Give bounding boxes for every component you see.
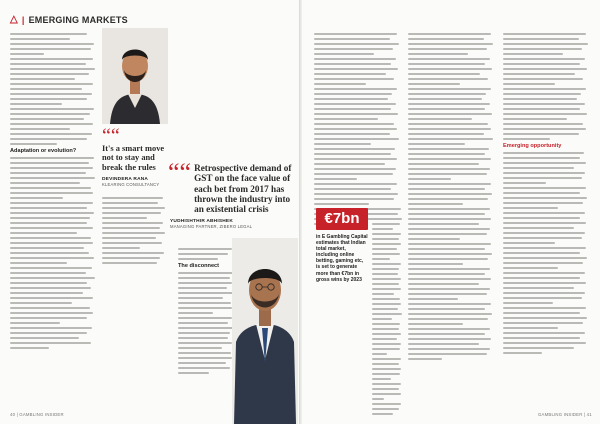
left-column-3-bottom xyxy=(178,248,234,377)
subheading-adaptation: Adaptation or evolution? xyxy=(10,148,77,154)
main-pull-quote xyxy=(168,158,293,230)
left-column-1 xyxy=(10,33,96,352)
section-title: EMERGING MARKETS xyxy=(28,14,128,25)
subheading-emerging-opportunity: Emerging opportunity xyxy=(503,143,562,149)
section-header xyxy=(10,14,128,25)
right-column-3 xyxy=(503,33,589,357)
left-column-2 xyxy=(102,197,166,267)
portrait-photo-rana xyxy=(102,28,168,124)
portrait-photo-abhishek xyxy=(232,238,298,424)
stat-figure: €7bn xyxy=(316,208,368,230)
stat-callout xyxy=(316,208,368,283)
stat-text: in E Gambling Capital estimates that Indian total market, including online betting, gaming etc, is set to generate more than €7bn in gross wins by 2023 xyxy=(316,234,368,283)
main-quote-text: Retrospective demand of GST on the face value of each bet from 2017 has thrown the industry into an existential crisis xyxy=(194,163,292,215)
left-page-footer: 40 | GAMBLING INSIDER xyxy=(10,412,64,417)
pull-quote-text: It's a smart move not to stay and break the rules xyxy=(102,144,165,172)
brand-triangle-icon: △ xyxy=(10,14,18,25)
right-page-footer: GAMBLING INSIDER | 41 xyxy=(538,412,592,417)
pull-quote-role: KLEARING CONSULTANCY xyxy=(102,182,160,188)
subheading-disconnect: The disconnect xyxy=(178,263,220,269)
divider: | xyxy=(21,14,25,25)
pull-quote-rana xyxy=(102,125,174,188)
main-quote-role: MANAGING PARTNER, ZIBERO LEGAL xyxy=(170,224,253,230)
pull-quote-name: DEVINDERA RANA xyxy=(102,177,149,183)
main-quote-name: YUDHISHTHIR ABHISHEK xyxy=(170,219,233,225)
quote-mark-icon: ““ xyxy=(102,125,120,147)
right-column-2 xyxy=(408,33,494,363)
right-column-1-lower xyxy=(372,208,402,418)
quote-mark-icon: ““ xyxy=(168,158,192,187)
right-column-1 xyxy=(314,33,400,228)
page-gutter xyxy=(299,0,302,424)
